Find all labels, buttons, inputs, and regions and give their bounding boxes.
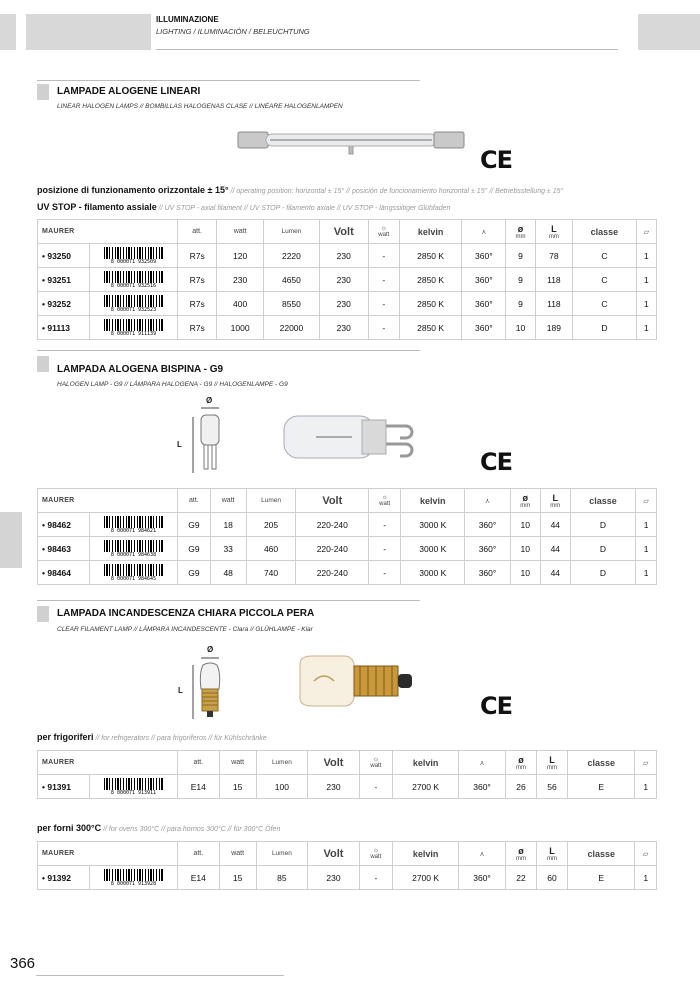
col-diam [505,751,536,775]
cell-qty: 1 [636,244,656,268]
cell-w: - [359,775,392,799]
diam-label: ø [518,754,524,765]
barcode-number: 8 000071 984645 [110,575,157,582]
cell-lumen: 100 [256,775,308,799]
bulb-icon: ☼ [372,847,380,854]
cell-kelvin: 2850 K [399,244,461,268]
len-label: L [549,754,555,765]
product-code: • 91113 [38,316,90,340]
diam-unit: mm [515,764,526,771]
col-watt: watt [217,220,264,244]
col-pack [635,842,657,866]
length-label: L [177,440,182,449]
cell-angle: 360° [459,866,506,890]
cell-w: - [369,537,401,561]
cell-qty: 1 [636,513,657,537]
cell-qty: 1 [635,866,657,890]
product-code: • 93252 [38,292,90,316]
section-divider [37,350,420,351]
col-diam [505,842,536,866]
cell-classe: E [568,775,635,799]
col-kelvin: kelvin [392,842,458,866]
cell-volt: 230 [308,775,360,799]
cell-watt: 15 [219,775,256,799]
beam-angle-icon: ⋏ [481,228,487,236]
cell-kelvin: 2700 K [392,775,458,799]
col-classe: classe [568,842,635,866]
g9-lamp-image [276,410,416,466]
cell-w: - [368,268,399,292]
col-att: att. [178,751,220,775]
note-translation: // for ovens 300°C // para hornos 300°C // für 300°C Öfen [101,826,281,833]
table-row [38,292,657,316]
cell-kelvin: 2700 K [392,866,458,890]
brand-label: MAURER [38,220,178,244]
cell-lumen: 460 [246,537,296,561]
cell-w: - [368,244,399,268]
diam-label: ø [522,492,528,503]
barcode [90,244,178,268]
cell-kelvin: 2850 K [399,316,461,340]
bulb-watt-label: watt [378,232,390,238]
cell-diam: 9 [506,292,535,316]
note-label: posizione di funzionamento orizzontale ± 15° [37,185,229,195]
page-subtitle: LIGHTING / ILUMINACIÓN / BELEUCHTUNG [156,27,310,36]
brand-label: MAURER [38,751,178,775]
cell-angle: 360° [459,775,506,799]
col-angle [459,751,506,775]
cell-angle: 360° [462,292,506,316]
cell-w: - [359,866,392,890]
col-volt: Volt [296,489,369,513]
note-translation: // for refrigerators // para frigoríferos // für Kühlschränke [93,735,267,742]
col-len [537,842,568,866]
cell-len: 78 [535,244,572,268]
bulb-icon: ☼ [380,225,387,232]
cell-classe: D [573,316,637,340]
product-code: • 98463 [38,537,90,561]
barcode [90,561,178,585]
cell-angle: 360° [465,537,510,561]
section-title: LAMPADA ALOGENA BISPINA - G9 [57,364,224,375]
cell-lumen: 205 [246,513,296,537]
cell-kelvin: 3000 K [401,537,465,561]
note-translation: // UV STOP - axial filament // UV STOP - filamento axiale // UV STOP - längssiitiger Glühfaden [156,205,451,212]
cell-watt: 400 [217,292,264,316]
diam-unit: mm [515,233,526,240]
bulb-watt-label: watt [379,501,391,507]
table-header-row [38,842,657,866]
cell-volt: 230 [319,244,368,268]
cell-classe: C [573,268,637,292]
col-pack [636,489,657,513]
table-row [38,775,657,799]
cell-classe: C [573,292,637,316]
cell-len: 44 [540,537,570,561]
section-marker [37,84,49,100]
cell-att: G9 [178,561,211,585]
barcode-bars [104,247,164,259]
cell-qty: 1 [635,775,657,799]
barcode-number: 8 000071 932516 [110,282,157,289]
col-lumen: Lumen [246,489,296,513]
col-watt: watt [219,842,256,866]
barcode-bars [104,540,164,552]
barcode [90,775,178,799]
barcode [90,268,178,292]
barcode-number: 8 000071 913911 [110,789,157,796]
barcode-bars [104,295,164,307]
barcode-number: 8 000071 984621 [110,527,157,534]
barcode-number: 8 000071 932523 [110,306,157,313]
cell-diam: 9 [506,244,535,268]
footer-divider [36,975,284,976]
col-kelvin: kelvin [392,751,458,775]
col-att: att. [178,842,220,866]
cell-diam: 26 [505,775,536,799]
section-divider [37,80,420,81]
cell-lumen: 2220 [263,244,319,268]
cell-w: - [369,513,401,537]
cell-classe: D [570,537,635,561]
cell-volt: 230 [319,268,368,292]
col-kelvin: kelvin [399,220,461,244]
product-code: • 93251 [38,268,90,292]
section-divider [37,600,420,601]
col-lumen: Lumen [263,220,319,244]
cell-watt: 15 [219,866,256,890]
cell-lumen: 4650 [263,268,319,292]
cell-angle: 360° [462,244,506,268]
page-number: 366 [10,955,36,972]
linear-halogen-lamp-image [236,122,466,162]
col-len [535,220,572,244]
cell-watt: 1000 [217,316,264,340]
cell-lumen: 740 [246,561,296,585]
table-row [38,537,657,561]
cell-classe: E [568,866,635,890]
col-lumen: Lumen [256,842,308,866]
cell-len: 118 [535,292,572,316]
section-subtitle: CLEAR FILAMENT LAMP // LÁMPARA INCANDESCENTE - Clara // GLÜHLAMPE - Klar [57,626,313,633]
spec-table-g9 [37,488,657,585]
diam-label: ø [518,845,524,856]
length-label: L [178,686,183,695]
col-att: att. [178,220,217,244]
cell-att: R7s [178,316,217,340]
barcode-number: 8 000071 984638 [110,551,157,558]
cell-classe: D [570,561,635,585]
brand-label: MAURER [38,842,178,866]
side-thumb-tab [0,512,22,568]
col-pack [635,751,657,775]
len-unit: mm [548,233,559,240]
cell-diam: 22 [505,866,536,890]
section-title: LAMPADE ALOGENE LINEARI [57,86,201,97]
cell-lumen: 85 [256,866,308,890]
table-row [38,268,657,292]
col-diam [510,489,540,513]
cell-diam: 10 [506,316,535,340]
col-bulb-watt [359,751,392,775]
section-marker [37,606,49,622]
section-subtitle: LINEAR HALOGEN LAMPS // BOMBILLAS HALOGENAS CLASE // LINEARE HALOGENLAMPEN [57,103,343,110]
cell-watt: 33 [210,537,246,561]
col-angle [465,489,510,513]
header-tab-mid [26,14,151,50]
len-label: L [552,492,559,503]
bulb-icon: ☼ [381,494,388,501]
cell-att: G9 [178,537,211,561]
col-volt: Volt [308,751,360,775]
cell-len: 60 [537,866,568,890]
col-bulb-watt [369,489,401,513]
cell-qty: 1 [636,292,656,316]
bulb-icon: ☼ [372,756,380,763]
g9-lamp-diagram [185,405,235,477]
box-icon: ▱ [643,850,649,858]
col-bulb-watt [359,842,392,866]
box-icon: ▱ [643,228,650,236]
col-pack [636,220,656,244]
product-code: • 98462 [38,513,90,537]
cell-lumen: 22000 [263,316,319,340]
note-label: per forni 300°C [37,823,102,833]
product-code: • 91391 [38,775,90,799]
cell-diam: 10 [510,561,540,585]
cell-len: 189 [535,316,572,340]
cell-watt: 120 [217,244,264,268]
cell-att: R7s [178,292,217,316]
header-tab-left [0,14,16,50]
col-len [537,751,568,775]
len-unit: mm [550,502,561,509]
barcode-bars [104,516,164,528]
table-row [38,244,657,268]
barcode-number: 8 000071 913928 [110,880,157,887]
bulb-watt-label: watt [370,854,382,860]
col-volt: Volt [308,842,360,866]
col-angle [462,220,506,244]
header-tab-right [638,14,700,50]
barcode [90,316,178,340]
cell-kelvin: 2850 K [399,292,461,316]
product-code: • 98464 [38,561,90,585]
beam-angle-icon: ⋏ [479,850,485,858]
cell-len: 44 [540,513,570,537]
product-code: • 93250 [38,244,90,268]
len-label: L [549,845,555,856]
ce-mark: CE [480,448,513,476]
cell-classe: C [573,244,637,268]
col-watt: watt [219,751,256,775]
barcode-number: 8 000071 932509 [110,258,157,265]
cell-len: 56 [537,775,568,799]
table-header-row [38,751,657,775]
section-subtitle: HALOGEN LAMP - G9 // LÁMPARA HALOGENA - G9 // HALOGENLAMPE - G9 [57,381,288,388]
note-ovens [37,823,280,833]
cell-volt: 220-240 [296,537,369,561]
cell-classe: D [570,513,635,537]
cell-diam: 10 [510,513,540,537]
note-label: per frigoriferi [37,732,94,742]
header-divider [156,49,618,50]
cell-att: E14 [178,866,220,890]
cell-qty: 1 [636,561,657,585]
col-classe: classe [570,489,635,513]
section-title: LAMPADA INCANDESCENZA CHIARA PICCOLA PERA [57,608,315,619]
cell-att: E14 [178,775,220,799]
barcode-bars [104,271,164,283]
spec-table-refrigerator [37,750,657,799]
cell-len: 118 [535,268,572,292]
cell-kelvin: 3000 K [401,561,465,585]
barcode [90,513,178,537]
diam-unit: mm [515,855,526,862]
beam-angle-icon: ⋏ [484,497,491,505]
cell-volt: 230 [319,316,368,340]
note-refrigerators [37,732,267,742]
col-angle [459,842,506,866]
col-classe: classe [568,751,635,775]
box-icon: ▱ [643,497,649,505]
col-volt: Volt [319,220,368,244]
box-icon: ▱ [643,759,649,767]
cell-att: G9 [178,513,211,537]
cell-diam: 10 [510,537,540,561]
cell-watt: 18 [210,513,246,537]
barcode [90,292,178,316]
cell-watt: 48 [210,561,246,585]
barcode-bars [104,319,164,331]
cell-angle: 360° [465,513,510,537]
cell-qty: 1 [636,316,656,340]
cell-qty: 1 [636,268,656,292]
pear-lamp-image [294,652,416,710]
ce-mark: CE [480,692,513,720]
cell-qty: 1 [636,537,657,561]
note-uv-stop [37,202,450,212]
barcode [90,866,178,890]
cell-w: - [369,561,401,585]
spec-table-linear [37,219,657,340]
cell-volt: 220-240 [296,561,369,585]
barcode-bars [104,564,164,576]
cell-w: - [368,292,399,316]
beam-angle-icon: ⋏ [479,759,485,767]
section-marker [37,356,49,372]
ce-mark: CE [480,146,513,174]
note-operating-position [37,185,563,195]
cell-kelvin: 3000 K [401,513,465,537]
col-bulb-watt [368,220,399,244]
barcode-bars [104,869,164,881]
cell-watt: 230 [217,268,264,292]
cell-lumen: 8550 [263,292,319,316]
len-unit: mm [547,855,558,862]
table-row [38,561,657,585]
brand-label: MAURER [38,489,178,513]
table-row [38,316,657,340]
barcode-bars [104,778,164,790]
barcode-number: 8 000071 911139 [110,330,157,337]
barcode [90,537,178,561]
col-diam [506,220,535,244]
col-len [540,489,570,513]
col-classe: classe [573,220,637,244]
spec-table-oven [37,841,657,890]
cell-w: - [368,316,399,340]
col-lumen: Lumen [256,751,308,775]
cell-att: R7s [178,244,217,268]
col-kelvin: kelvin [401,489,465,513]
cell-kelvin: 2850 K [399,268,461,292]
page-category: ILLUMINAZIONE [156,15,219,24]
cell-volt: 220-240 [296,513,369,537]
diameter-label: Ø [207,645,214,654]
pear-lamp-diagram [185,655,235,723]
table-row [38,513,657,537]
len-label: L [551,223,557,234]
col-watt: watt [210,489,246,513]
bulb-watt-label: watt [370,763,382,769]
cell-angle: 360° [462,316,506,340]
col-att: att. [178,489,211,513]
note-translation: // operating position: horizontal ± 15° // posición de funcionamiento horizontal ± 15° // Betriebsstellung ± 15° [228,188,564,195]
cell-angle: 360° [465,561,510,585]
cell-volt: 230 [319,292,368,316]
cell-att: R7s [178,268,217,292]
table-row [38,866,657,890]
cell-angle: 360° [462,268,506,292]
table-header-row [38,489,657,513]
diam-unit: mm [520,502,531,509]
cell-diam: 9 [506,268,535,292]
cell-len: 44 [540,561,570,585]
diameter-label: Ø [206,396,213,405]
len-unit: mm [547,764,558,771]
note-label: UV STOP - filamento assiale [37,202,157,212]
diam-label: ø [517,223,524,234]
cell-volt: 230 [308,866,360,890]
table-header-row [38,220,657,244]
product-code: • 91392 [38,866,90,890]
